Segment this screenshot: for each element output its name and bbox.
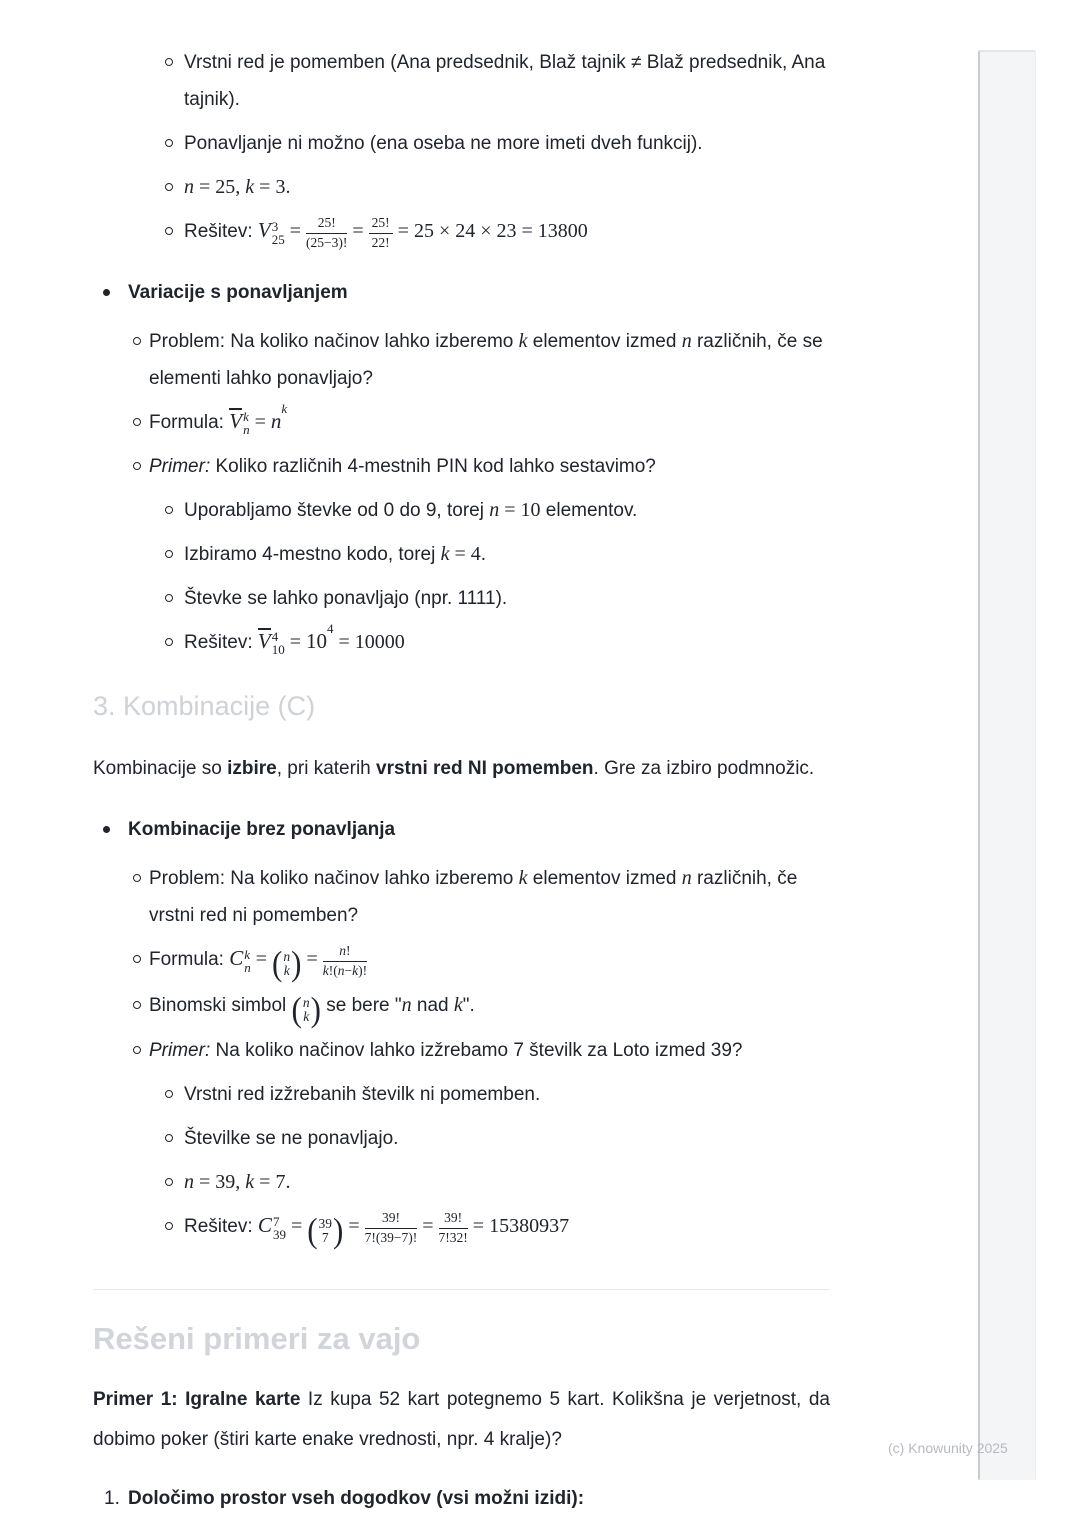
math-script-stack (243, 410, 250, 436)
circle-bullet-icon (165, 506, 173, 514)
math-sup-sub (257, 218, 285, 247)
bold-text-run: Variacije s ponavljanjem (128, 281, 348, 303)
bold-text-run: izbire (227, 757, 277, 779)
fraction-numerator: 39! (365, 1210, 418, 1229)
binomial-top: 39 (318, 1215, 333, 1231)
list-item (93, 274, 830, 311)
list-item (93, 536, 830, 573)
fraction-numerator: 25! (369, 215, 393, 234)
math-expression: k = 4 (440, 542, 481, 565)
binomial-stack (318, 1217, 334, 1245)
bullet-icon (103, 826, 110, 833)
circle-bullet-icon (165, 550, 173, 558)
math-expression: = 10000 (333, 630, 405, 653)
math-expression: = (284, 630, 307, 653)
list-item-text (149, 941, 830, 983)
text-run: Vrstni red je pomemben (Ana predsednik, Blaž tajnik ≠ Blaž predsednik, Ana tajnik). (184, 52, 826, 110)
circle-bullet-icon (165, 1134, 173, 1142)
circle-bullet-icon (133, 1001, 141, 1009)
binomial-stack (302, 996, 311, 1024)
list-item-text (184, 125, 830, 162)
close-paren-icon: ) (333, 1210, 344, 1250)
fraction-denominator: 22! (371, 235, 390, 250)
list-item-text (128, 274, 830, 311)
paragraph (93, 1380, 830, 1460)
section-title: Rešeni primeri za vajo (93, 1320, 421, 1356)
list-number: 1. (104, 1487, 120, 1509)
close-paren-icon: ) (291, 943, 302, 983)
text-run: Ponavljanje ni možno (ena oseba ne more imeti dveh funkcij). (184, 133, 703, 154)
text-run: Rešitev: (184, 631, 258, 653)
math-expression: = (284, 220, 307, 242)
text-run: Izbiramo 4-mestno kodo, torej (184, 543, 441, 565)
list-item (93, 860, 830, 934)
list-item-text (149, 323, 830, 397)
math-expression: k (518, 329, 528, 352)
math-sup-sub (257, 1212, 286, 1242)
circle-bullet-icon (133, 462, 141, 470)
fraction (439, 1210, 468, 1247)
text-run: različnih, če vrstni red ni pomemben? (149, 867, 798, 926)
list-item-text (149, 400, 830, 441)
text-run: Koliko različnih 4-mestnih PIN kod lahko sestavimo? (210, 455, 656, 477)
math-expression: k (453, 993, 463, 1016)
fraction (306, 215, 347, 252)
math-expression: = (249, 410, 271, 433)
close-paren-icon: ) (310, 989, 321, 1029)
list-item (93, 448, 830, 485)
list-item-text (184, 169, 830, 206)
math-script-stack (244, 948, 251, 974)
list-item (93, 1208, 830, 1250)
math-sup-sub (229, 408, 250, 437)
list-item-text (184, 620, 830, 661)
list-item-text (184, 1208, 830, 1250)
list-item-text (149, 987, 830, 1029)
open-paren-icon: ( (307, 1210, 318, 1250)
math-sup-sub: 10 4 (306, 620, 334, 653)
math-superscript: 4 (271, 628, 279, 644)
binomial-coefficient (272, 943, 302, 983)
math-script-stack (273, 1215, 286, 1241)
fraction-denominator: k!(n−k)! (322, 962, 368, 978)
list-item-text (184, 536, 830, 573)
binomial-bottom: k (283, 962, 290, 978)
circle-bullet-icon (165, 638, 173, 646)
math-subscript: 25 (271, 232, 285, 247)
math-expression: n (681, 866, 692, 889)
math-script-stack (272, 220, 285, 246)
math-script-stack (272, 630, 285, 656)
list-item-text (128, 811, 830, 848)
open-paren-icon: ( (291, 989, 302, 1029)
math-base-overbar: V (257, 628, 271, 653)
text-run: različnih, če se elementi lahko ponavljajo? (149, 330, 823, 389)
math-subscript: n (244, 959, 251, 975)
list-item (93, 580, 830, 617)
italic-text-run: Primer: (149, 455, 211, 477)
list-item (93, 1032, 830, 1069)
text-run: Rešitev: (184, 221, 258, 242)
math-sup-sub (229, 945, 251, 975)
fraction-numerator: n! (323, 943, 367, 962)
math-base: C (229, 945, 244, 970)
fraction (323, 943, 367, 980)
text-run: Formula: (149, 948, 230, 970)
fraction-denominator: 7!(39−7)! (364, 1229, 418, 1245)
math-sup-sub: n k (270, 400, 288, 433)
text-run: elementov izmed (527, 330, 682, 352)
text-run: ". (462, 994, 475, 1016)
text-run: Formula: (149, 411, 230, 433)
math-base: n (270, 408, 282, 433)
list-item (93, 44, 830, 118)
math-subscript: n (243, 421, 250, 437)
circle-bullet-icon (133, 955, 141, 963)
text-run: elementov izmed (527, 867, 682, 889)
math-base: V (257, 218, 271, 242)
circle-bullet-icon (133, 1046, 141, 1054)
math-expression: = (347, 220, 369, 242)
circle-bullet-icon (133, 337, 141, 345)
math-sup-sub (257, 628, 285, 657)
binomial-bottom: 7 (321, 1229, 329, 1245)
circle-bullet-icon (165, 1090, 173, 1098)
circle-bullet-icon (133, 418, 141, 426)
list-item (93, 169, 830, 206)
text-run: Uporabljamo števke od 0 do 9, torej (184, 499, 490, 521)
text-run: . (480, 543, 487, 565)
circle-bullet-icon (165, 1222, 173, 1230)
math-expression: = (343, 1214, 365, 1237)
list-item-text (149, 860, 830, 934)
math-superscript: k (243, 408, 249, 424)
text-run: se bere " (320, 994, 402, 1016)
text-run: . Gre za izbiro podmnožic. (593, 757, 815, 779)
list-item (93, 941, 830, 983)
list-item-text (184, 580, 830, 617)
text-run: Problem: Na koliko načinov lahko izberemo (149, 867, 519, 889)
list-item-text (184, 44, 830, 118)
fraction (369, 215, 393, 252)
document-content (93, 44, 830, 1517)
subsection-title: 3. Kombinacije (C) (93, 690, 316, 721)
text-run: Na koliko načinov lahko izžrebamo 7 številk za Loto izmed 39? (210, 1039, 743, 1061)
binomial-stack (282, 950, 291, 978)
bold-text-run: Kombinacije brez ponavljanja (128, 818, 396, 840)
circle-bullet-icon (165, 139, 173, 147)
list-item-text (149, 448, 830, 485)
fraction-denominator: 7!32! (438, 1229, 468, 1245)
section-divider (93, 1289, 830, 1290)
binomial-bottom: k (303, 1008, 310, 1024)
list-item-text (184, 1076, 830, 1113)
bold-text-run: Določimo prostor vseh dogodkov (vsi možni izidi): (128, 1487, 585, 1509)
text-run: Rešitev: (184, 1215, 258, 1237)
math-expression: n = 10 (489, 498, 541, 521)
text-run: Iz kupa 52 kart potegnemo 5 kart. Kolikšna je verjetnost, da dobimo poker (štiri karte enake vrednosti, npr. 4 kralje)? (93, 1388, 830, 1450)
text-run: Vrstni red izžrebanih številk ni pomemben. (184, 1083, 541, 1105)
text-run: Problem: Na koliko načinov lahko izberemo (149, 330, 519, 352)
list-item (93, 1164, 830, 1201)
italic-text-run: Primer: (149, 1039, 211, 1061)
math-expression: = (285, 1214, 308, 1237)
text-run: Številke se ne ponavljajo. (184, 1127, 399, 1149)
bullet-icon (103, 289, 110, 296)
list-item (93, 987, 830, 1029)
list-item (93, 400, 830, 441)
math-base-overbar: V (229, 408, 243, 433)
bold-text-run: vrstni red NI pomemben (376, 757, 594, 779)
fraction-numerator: 25! (306, 215, 347, 234)
list-item (93, 492, 830, 529)
text-run: , pri katerih (276, 757, 377, 779)
math-expression: = (301, 947, 323, 970)
math-expression: n = 25, k = 3. (184, 176, 291, 198)
math-base: C (257, 1212, 272, 1237)
math-subscript: 10 (271, 641, 285, 657)
math-superscript: 7 (272, 1213, 280, 1229)
list-item (93, 1076, 830, 1113)
list-item-text (184, 1120, 830, 1157)
text-run: Števke se lahko ponavljajo (npr. 1111). (184, 587, 508, 609)
math-expression: n (401, 993, 412, 1016)
list-item (93, 323, 830, 397)
list-item-text (184, 213, 830, 252)
list-item (93, 125, 830, 162)
math-subscript: 39 (272, 1226, 286, 1242)
text-run: elementov. (540, 499, 638, 521)
scrollbar-thumb[interactable] (978, 50, 1036, 1480)
bold-text-run: Primer 1: Igralne karte (93, 1388, 301, 1410)
math-base: 10 (306, 628, 328, 653)
circle-bullet-icon (165, 594, 173, 602)
math-superscript: 3 (271, 219, 279, 234)
fraction (365, 1210, 418, 1247)
math-expression: n = 39, k = 7. (184, 1170, 291, 1193)
text-run: Binomski simbol (149, 994, 292, 1016)
list-item-text (184, 1164, 830, 1201)
list-item (93, 811, 830, 848)
open-paren-icon: ( (272, 943, 283, 983)
binomial-top: n (302, 994, 310, 1010)
list-item-text (128, 1488, 584, 1509)
circle-bullet-icon (165, 1178, 173, 1186)
binomial-coefficient (307, 1210, 344, 1250)
math-expression: k (518, 866, 528, 889)
list-item (93, 620, 830, 661)
binomial-top: n (283, 948, 291, 964)
math-superscript: k (244, 946, 251, 962)
fraction-denominator: (25−3)! (306, 235, 348, 250)
text-run: nad (411, 994, 454, 1016)
math-expression: = (417, 1214, 439, 1237)
circle-bullet-icon (165, 58, 173, 66)
paragraph (93, 749, 830, 789)
list-item-text (184, 492, 830, 529)
fraction-numerator: 39! (439, 1210, 468, 1229)
text-run: Kombinacije so (93, 757, 228, 779)
circle-bullet-icon (165, 227, 173, 235)
circle-bullet-icon (133, 874, 141, 882)
numbered-list-item (93, 1480, 830, 1517)
math-expression: n (681, 329, 692, 352)
list-item (93, 1120, 830, 1157)
list-item (93, 213, 830, 252)
watermark: (c) Knowunity 2025 (888, 1440, 1008, 1456)
math-expression: = (250, 947, 273, 970)
list-item-text (149, 1032, 830, 1069)
math-expression: = 15380937 (467, 1214, 570, 1237)
circle-bullet-icon (165, 183, 173, 191)
math-expression: = 25 × 24 × 23 = 13800 (392, 220, 588, 242)
binomial-coefficient (291, 989, 321, 1029)
